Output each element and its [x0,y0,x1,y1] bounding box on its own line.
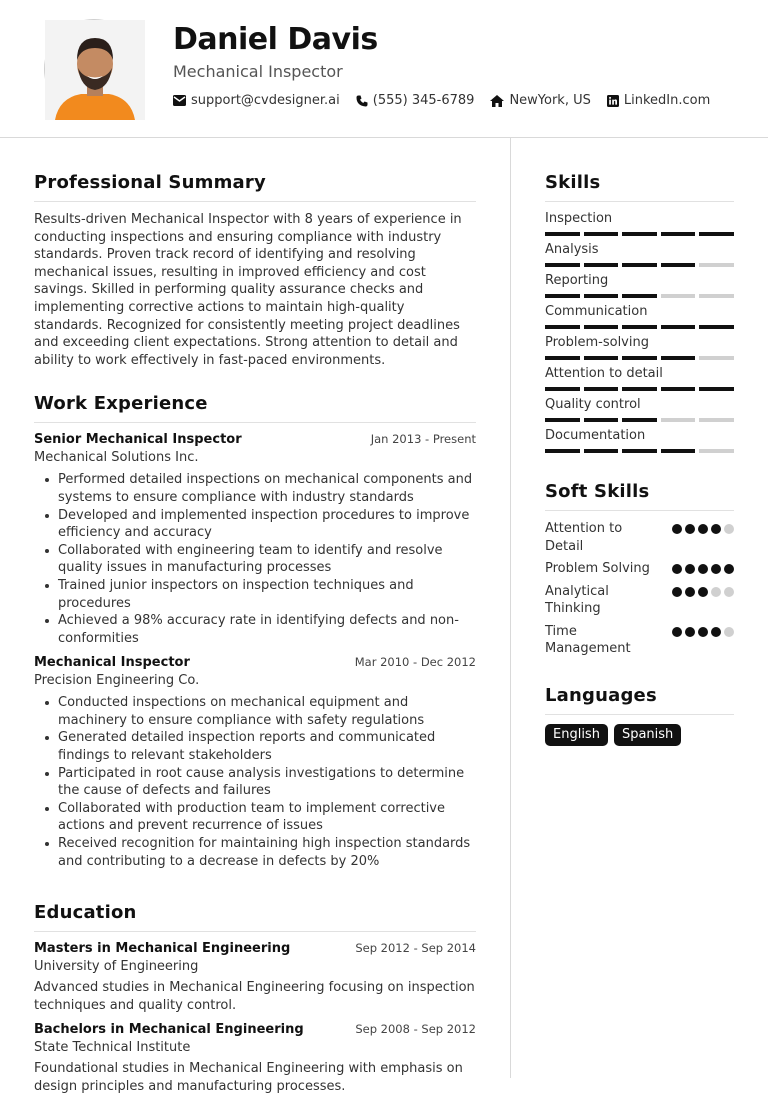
rating-dot [672,587,682,597]
skill-level-segment [622,294,657,298]
job-title: Mechanical Inspector [34,655,190,671]
list-item: Participated in root cause analysis investigations to determine the cause of defects and failures [34,765,476,800]
skill-level-segment [699,325,734,329]
skill-item [545,273,734,298]
skill-level-segment [584,232,619,236]
skill-level-segment [545,263,580,267]
work-experience-section [34,393,476,870]
skill-name: Communication [545,304,648,319]
skill-level-segment [661,387,696,391]
candidate-role: Mechanical Inspector [173,62,343,81]
skill-level-segment [622,232,657,236]
rating-dot [724,587,734,597]
section-title: Education [34,902,476,932]
skill-level-bar [545,418,734,422]
skill-item [545,211,734,236]
profile-photo [44,19,144,119]
skill-level-segment [661,449,696,453]
candidate-name: Daniel Davis [173,22,378,57]
skill-level-segment [545,387,580,391]
list-item: Achieved a 98% accuracy rate in identifying defects and non-conformities [34,612,476,647]
skill-level-segment [584,263,619,267]
rating-dot [698,587,708,597]
soft-skill-rating [672,524,734,534]
language-tag: English [545,724,608,746]
rating-dot [685,587,695,597]
phone-icon [356,95,368,107]
contact-phone[interactable] [356,93,475,108]
rating-dot [711,524,721,534]
job-entry [34,655,476,870]
soft-skill-item [545,520,734,555]
job-dates: Jan 2013 - Present [370,432,476,447]
skill-level-bar [545,294,734,298]
skill-level-segment [661,356,696,360]
section-title: Soft Skills [545,481,734,511]
rating-dot [711,627,721,637]
soft-skill-rating [672,627,734,637]
skill-name: Documentation [545,428,646,443]
rating-dot [724,564,734,574]
education-description: Advanced studies in Mechanical Engineering focusing on inspection techniques and quality control. [34,980,475,1013]
education-entry [34,941,476,1014]
skill-level-segment [699,449,734,453]
skill-level-segment [699,263,734,267]
job-bullets [34,471,476,647]
skill-level-bar [545,356,734,360]
languages-list [545,724,734,746]
list-item: Collaborated with engineering team to identify and resolve quality issues in manufacturing processes [34,542,476,577]
list-item: Trained junior inspectors on inspection techniques and procedures [34,577,476,612]
school-name: University of Engineering [34,959,199,975]
skill-level-segment [545,449,580,453]
skill-level-bar [545,263,734,267]
degree-title: Bachelors in Mechanical Engineering [34,1022,304,1038]
skill-level-bar [545,387,734,391]
languages-section [545,685,734,746]
skill-level-segment [661,263,696,267]
main-column [34,172,476,1104]
skill-level-segment [545,356,580,360]
job-company: Mechanical Solutions Inc. [34,450,199,466]
skill-level-segment [622,387,657,391]
skill-level-segment [661,294,696,298]
skill-item [545,304,734,329]
soft-skill-name: Analytical Thinking [545,583,609,616]
skill-item [545,242,734,267]
skill-level-segment [584,387,619,391]
school-name: State Technical Institute [34,1040,191,1056]
skill-name: Analysis [545,242,599,257]
skill-item [545,428,734,453]
skill-level-segment [584,325,619,329]
soft-skill-item [545,560,734,578]
skill-level-segment [699,356,734,360]
skill-level-segment [699,232,734,236]
rating-dot [672,524,682,534]
skill-level-segment [545,325,580,329]
skill-level-segment [584,418,619,422]
rating-dot [685,627,695,637]
contact-email-text: support@cvdesigner.ai [191,93,340,108]
skill-level-segment [622,449,657,453]
skill-level-segment [584,449,619,453]
education-dates: Sep 2008 - Sep 2012 [355,1022,476,1037]
language-tag: Spanish [614,724,681,746]
rating-dot [711,564,721,574]
skill-level-segment [545,418,580,422]
skill-level-bar [545,449,734,453]
skill-level-segment [622,356,657,360]
soft-skill-rating [672,564,734,574]
job-entry [34,432,476,647]
soft-skill-name: Attention to Detail [545,521,623,554]
skill-level-segment [622,418,657,422]
job-company: Precision Engineering Co. [34,673,200,689]
contact-phone-text: (555) 345-6789 [372,93,475,108]
rating-dot [685,524,695,534]
soft-skill-name: Problem Solving [545,561,650,576]
skill-level-segment [699,387,734,391]
skill-item [545,335,734,360]
soft-skill-item [545,623,734,658]
skill-level-segment [545,232,580,236]
skill-level-segment [699,294,734,298]
skill-level-segment [622,325,657,329]
skill-item [545,366,734,391]
soft-skills-section [545,481,734,658]
job-title: Senior Mechanical Inspector [34,432,242,448]
skill-name: Inspection [545,211,613,226]
side-column [545,172,734,746]
skill-item [545,397,734,422]
contact-location-text: NewYork, US [509,93,591,108]
skill-name: Quality control [545,397,641,412]
skill-level-segment [622,263,657,267]
education-section [34,902,476,1095]
skill-level-segment [661,232,696,236]
rating-dot [672,627,682,637]
resume-header [0,0,768,138]
envelope-icon [173,95,186,106]
contact-list [173,93,710,108]
skill-level-segment [661,418,696,422]
rating-dot [724,627,734,637]
section-title: Languages [545,685,734,715]
list-item: Received recognition for maintaining high inspection standards and contributing to a decrease in defects by 20% [34,835,476,870]
skill-level-segment [545,294,580,298]
list-item: Performed detailed inspections on mechanical components and systems to ensure compliance with industry standards [34,471,476,506]
skill-name: Reporting [545,273,609,288]
skill-level-bar [545,325,734,329]
professional-summary-section [34,172,476,369]
skill-level-segment [661,325,696,329]
rating-dot [724,524,734,534]
contact-email[interactable] [173,93,340,108]
skill-level-segment [584,356,619,360]
list-item: Conducted inspections on mechanical equipment and machinery to ensure compliance with safety regulations [34,694,476,729]
education-entry [34,1022,476,1095]
rating-dot [711,587,721,597]
skill-level-bar [545,232,734,236]
education-dates: Sep 2012 - Sep 2014 [355,941,476,956]
rating-dot [698,627,708,637]
skill-level-segment [584,294,619,298]
job-dates: Mar 2010 - Dec 2012 [354,655,476,670]
column-divider [510,138,511,1078]
skill-name: Problem-solving [545,335,649,350]
soft-skills-list [545,520,734,658]
home-icon [490,95,504,107]
section-title: Professional Summary [34,172,476,202]
linkedin-icon [607,95,619,107]
soft-skill-item [545,583,734,618]
list-item: Developed and implemented inspection procedures to improve efficiency and accuracy [34,507,476,542]
contact-linkedin-text: LinkedIn.com [623,93,711,108]
rating-dot [685,564,695,574]
skill-level-segment [699,418,734,422]
soft-skill-name: Time Management [545,623,631,656]
list-item: Collaborated with production team to implement corrective actions and prevent recurrence of issues [34,800,476,835]
skills-list [545,211,734,453]
soft-skill-rating [672,587,734,597]
section-title: Work Experience [34,393,476,423]
rating-dot [672,564,682,574]
list-item: Generated detailed inspection reports and communicated findings to relevant stakeholders [34,729,476,764]
rating-dot [698,564,708,574]
rating-dot [698,524,708,534]
job-bullets [34,694,476,870]
degree-title: Masters in Mechanical Engineering [34,941,291,957]
skills-section [545,172,734,453]
section-title: Skills [545,172,734,202]
education-description: Foundational studies in Mechanical Engineering with emphasis on design principles and manufacturing processes. [34,1061,463,1094]
contact-location [490,93,590,108]
contact-linkedin[interactable] [607,93,710,108]
skill-name: Attention to detail [545,366,663,381]
summary-text: Results-driven Mechanical Inspector with 8 years of experience in conducting inspections and ensuring compliance with industry standards. Proven track record of identifying and resolving mechanical issues, resulting in improved efficiency and cost savings. Skilled in performing quality assurance checks and implementing corrective actions to maintain high-quality standards. Recognized for consistently meeting project deadlines and exceeding client expectations. Strong attention to detail and ability to work effectively in fast-paced environments. [34,212,462,368]
